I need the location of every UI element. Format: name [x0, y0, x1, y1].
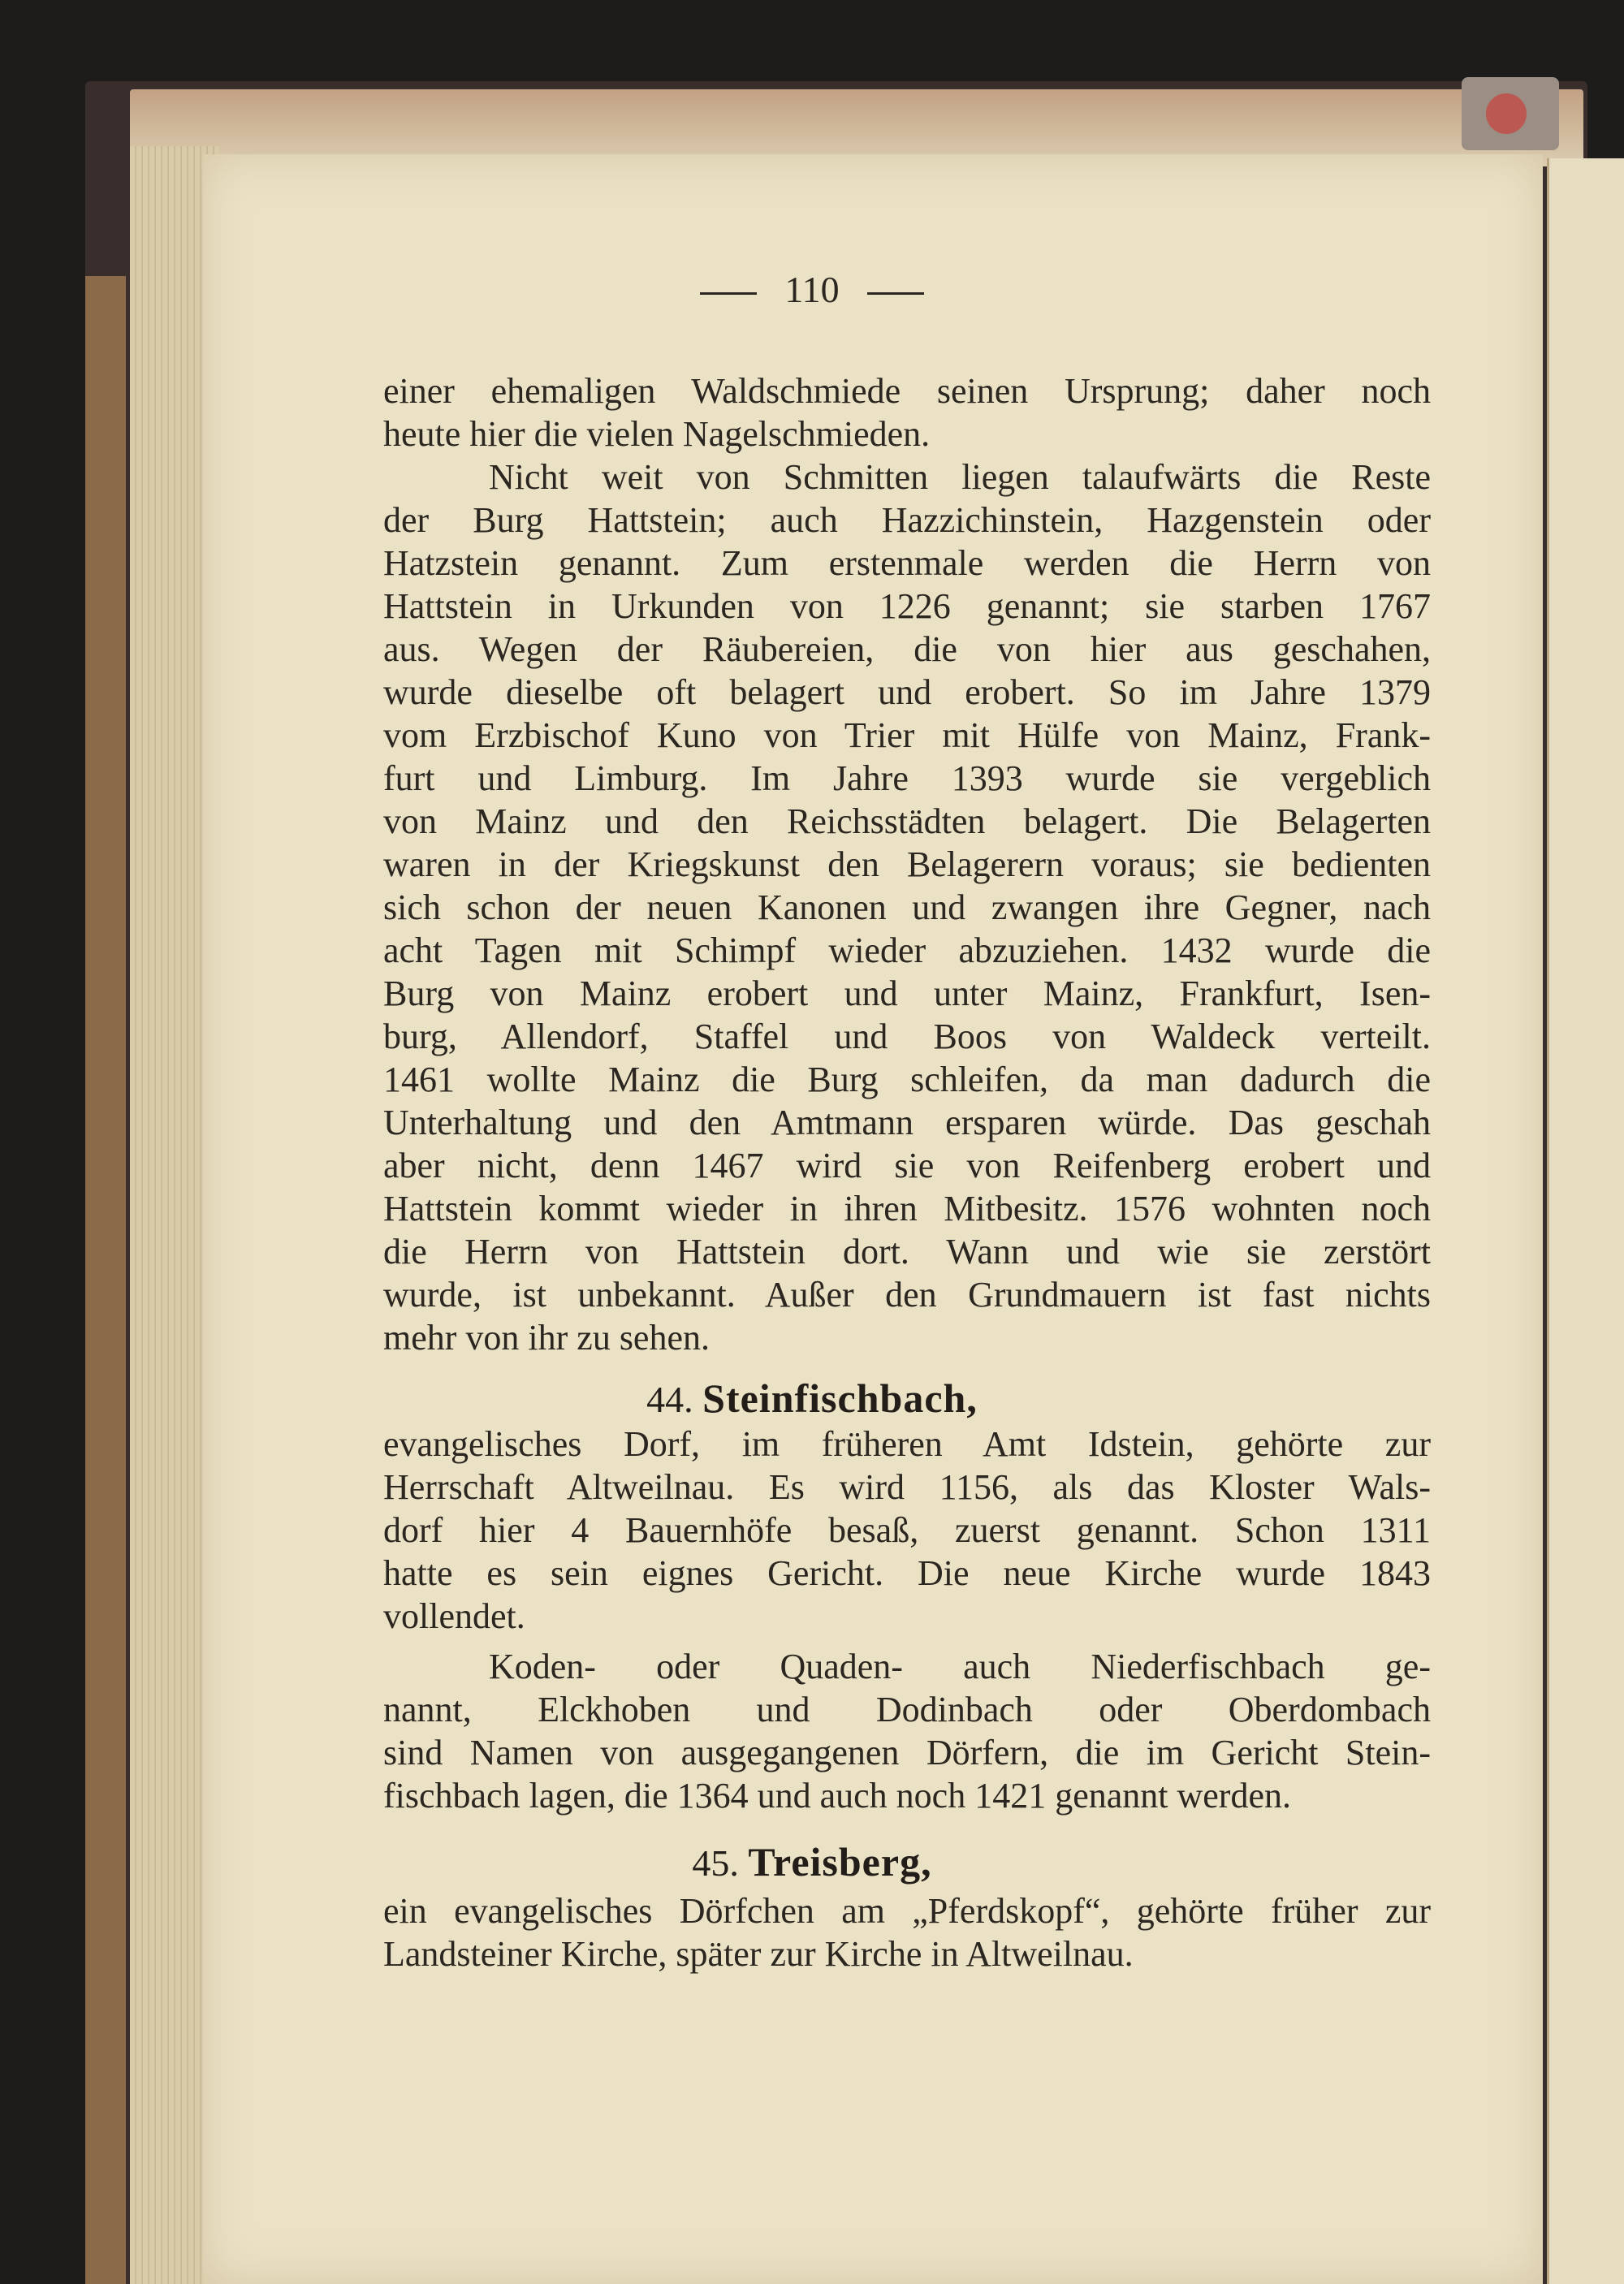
section-43-text — [383, 369, 1431, 1359]
text-line: Hattstein kommt wieder in ihren Mitbesitz. 1576 wohnten noch — [383, 1189, 1431, 1228]
text-line: 1461 wollte Mainz die Burg schleifen, da man dadurch die — [383, 1060, 1431, 1099]
text-line: Unterhaltung und den Amtmann ersparen würde. Das geschah — [383, 1103, 1431, 1142]
text-line: acht Tagen mit Schimpf wieder abzuziehen. 1432 wurde die — [383, 930, 1431, 970]
text-line: die Herrn von Hattstein dort. Wann und wie sie zerstört — [383, 1232, 1431, 1272]
text-line: Nicht weit von Schmitten liegen talaufwärts die Reste — [489, 457, 1431, 497]
text-line: Hatzstein genannt. Zum erstenmale werden die Herrn von — [383, 543, 1431, 583]
dash-left — [700, 292, 757, 295]
text-line: dorf hier 4 Bauernhöfe besaß, zuerst genannt. Schon 1311 — [383, 1510, 1431, 1550]
text-line: burg, Allendorf, Staffel und Boos von Waldeck verteilt. — [383, 1017, 1431, 1056]
book-board-edge — [85, 276, 126, 2284]
page-number: 110 — [784, 269, 840, 310]
text-line: sind Namen von ausgegangenen Dörfern, die im Gericht Stein- — [383, 1733, 1431, 1772]
text-line: wurde, ist unbekannt. Außer den Grundmauern ist fast nichts — [383, 1275, 1431, 1315]
section-44-paragraph-1 — [383, 1423, 1431, 1638]
text-line: Burg von Mainz erobert und unter Mainz, Frankfurt, Isen- — [383, 974, 1431, 1013]
text-line: aus. Wegen der Räubereien, die von hier aus geschahen, — [383, 629, 1431, 669]
text-line: heute hier die vielen Nagelschmieden. — [383, 414, 931, 454]
section-44-paragraph-2 — [383, 1645, 1431, 1817]
section-number: 45. — [692, 1842, 739, 1884]
page-header — [0, 268, 1624, 311]
section-heading-44 — [0, 1376, 1624, 1422]
text-line: vom Erzbischof Kuno von Trier mit Hülfe von Mainz, Frank- — [383, 715, 1431, 755]
text-line: waren in der Kriegskunst den Belagerern voraus; sie bedienten — [383, 844, 1431, 884]
section-heading-45 — [0, 1840, 1624, 1885]
text-line: furt und Limburg. Im Jahre 1393 wurde sie vergeblich — [383, 758, 1431, 798]
text-line: Hattstein in Urkunden von 1226 genannt; sie starben 1767 — [383, 586, 1431, 626]
text-line: Koden- oder Quaden- auch Niederfischbach ge- — [489, 1647, 1431, 1686]
text-line: aber nicht, denn 1467 wird sie von Reifenberg erobert und — [383, 1146, 1431, 1185]
text-line: fischbach lagen, die 1364 und auch noch 1421 genannt werden. — [383, 1776, 1291, 1816]
text-line: nannt, Elckhoben und Dodinbach oder Oberdombach — [383, 1690, 1431, 1729]
section-title: Steinfischbach, — [702, 1375, 978, 1421]
text-line: einer ehemaligen Waldschmiede seinen Ursprung; daher noch — [383, 371, 1431, 411]
text-line: wurde dieselbe oft belagert und erobert. So im Jahre 1379 — [383, 672, 1431, 712]
text-line: ein evangelisches Dörfchen am „Pferdskopf“, gehörte früher zur — [383, 1891, 1431, 1931]
text-line: hatte es sein eignes Gericht. Die neue Kirche wurde 1843 — [383, 1553, 1431, 1593]
dash-right — [867, 292, 924, 295]
section-title: Treisberg, — [748, 1839, 932, 1885]
text-line: evangelisches Dorf, im früheren Amt Idstein, gehörte zur — [383, 1424, 1431, 1464]
text-line: mehr von ihr zu sehen. — [383, 1318, 710, 1358]
paragraph-hattstein — [383, 456, 1431, 1359]
text-line: Herrschaft Altweilnau. Es wird 1156, als das Kloster Wals- — [383, 1467, 1431, 1507]
text-line: sich schon der neuen Kanonen und zwangen ihre Gegner, nach — [383, 887, 1431, 927]
text-line: der Burg Hattstein; auch Hazzichinstein, Hazgenstein oder — [383, 500, 1431, 540]
text-line: von Mainz und den Reichsstädten belagert. Die Belagerten — [383, 801, 1431, 841]
text-line: Landsteiner Kirche, später zur Kirche in Altweilnau. — [383, 1934, 1134, 1974]
section-number: 44. — [646, 1379, 693, 1420]
section-45-paragraph-1 — [383, 1889, 1431, 1975]
bookmark-tab — [1462, 77, 1559, 150]
facing-page-edge — [1547, 158, 1624, 2284]
text-line: vollendet. — [383, 1596, 525, 1636]
